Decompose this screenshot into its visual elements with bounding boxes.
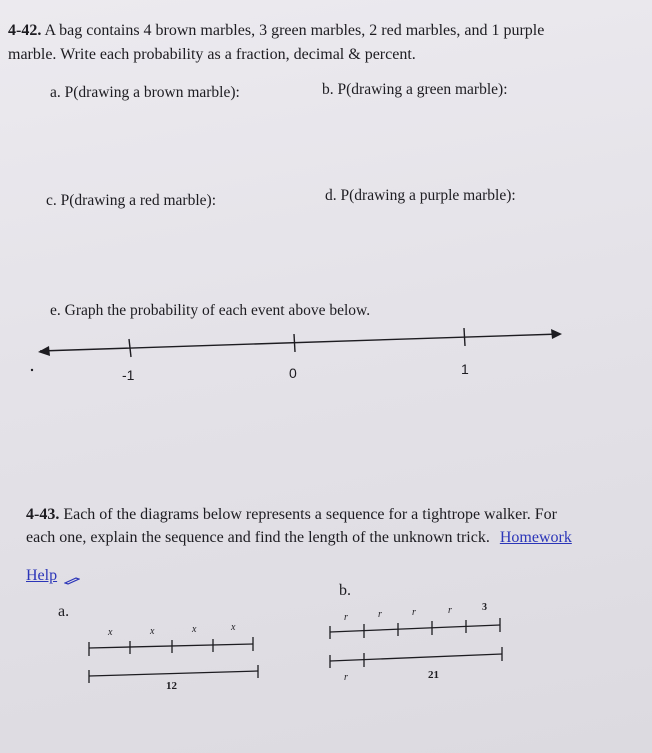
diagram-a-segment-label: x [108, 627, 113, 638]
diagram-a-segment-label: x [150, 626, 155, 637]
diagram-b-total: 21 [428, 669, 439, 681]
part-a-prompt: a. P(drawing a brown marble): [50, 84, 240, 101]
tick-label-zero: 0 [289, 365, 297, 381]
diagram-b-segment-label: r [412, 607, 416, 618]
problem-number: 4-42. [8, 22, 42, 39]
diagram-a-label: a. [58, 603, 70, 620]
diagram-a-segment-label: x [231, 622, 236, 633]
diagram-a-total: 12 [166, 680, 177, 692]
help-link[interactable]: Help [26, 567, 58, 584]
problem-4-43-line1: 4-43. Each of the diagrams below represents a sequence for a tightrope walker. For [26, 506, 557, 523]
problem-4-42-line2: marble. Write each probability as a fraction, decimal & percent. [8, 46, 416, 63]
diagram-b-bottom-label: r [344, 672, 348, 683]
diagram-a-segment-label: x [192, 624, 197, 635]
problem-4-42-line1: 4-42. A bag contains 4 brown marbles, 3 green marbles, 2 red marbles, and 1 purple [8, 22, 545, 39]
part-c-prompt: c. P(drawing a red marble): [46, 192, 217, 209]
diagram-b-segment-label: r [344, 612, 348, 623]
tick-label-one: 1 [461, 361, 469, 377]
problem-4-43-line2: each one, explain the sequence and find the length of the unknown trick. Homework [26, 529, 572, 546]
diagram-b-segment-label: r [448, 605, 452, 616]
diagram-b-segment-label: r [378, 609, 382, 620]
homework-link[interactable]: Homework [499, 529, 572, 546]
part-d-prompt: d. P(drawing a purple marble): [325, 187, 516, 204]
tick-label-minus-one: -1 [122, 367, 135, 383]
pencil-icon[interactable] [64, 572, 80, 580]
problem-number: 4-43. [26, 506, 60, 523]
part-b-prompt: b. P(drawing a green marble): [322, 81, 508, 98]
diagram-b-segment-label: 3 [482, 602, 487, 613]
help-link-row[interactable] [26, 567, 80, 585]
part-e-prompt: e. Graph the probability of each event above below. [50, 302, 371, 319]
diagram-b-label: b. [339, 582, 351, 599]
